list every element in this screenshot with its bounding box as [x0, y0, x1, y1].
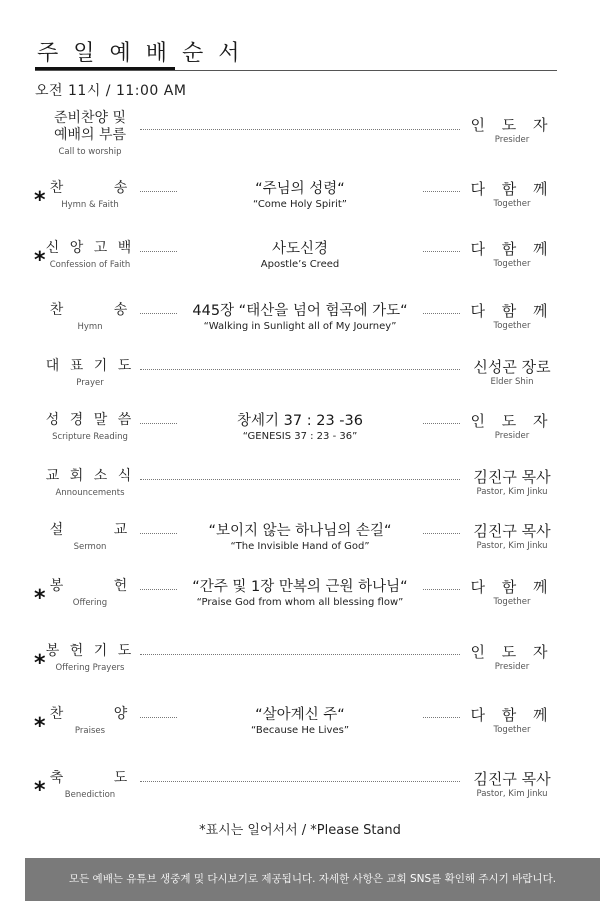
leader-role: Together	[493, 259, 531, 269]
order-item-detail	[185, 412, 415, 443]
stand-marker: *	[34, 778, 46, 803]
detail-title: “주님의 성령“	[255, 181, 345, 197]
order-row	[0, 643, 600, 703]
dotted-leader	[140, 191, 177, 192]
dotted-leader	[140, 533, 177, 534]
leader-name: 다 함 께	[470, 240, 554, 258]
order-item-title: 봉 헌 기 도	[45, 643, 135, 659]
footer-notice-bar	[25, 858, 600, 901]
dotted-leader	[140, 423, 177, 424]
page-title: 주 일 예 배 순 서	[37, 41, 244, 66]
order-item-title: 찬 양	[49, 706, 131, 722]
detail-title: 사도신경	[271, 241, 329, 257]
order-row	[0, 522, 600, 582]
order-item-detail	[185, 302, 415, 333]
footer-notice-text: 모든 예배는 유튜브 생중계 및 다시보기로 제공됩니다. 자세한 사항은 교회 SNS를 확인해 주시기 바랍니다.	[68, 873, 557, 885]
dotted-leader	[140, 313, 177, 314]
order-item-detail	[185, 706, 415, 737]
dotted-leader	[423, 533, 460, 534]
order-row	[0, 706, 600, 766]
order-item-leader	[466, 302, 558, 332]
order-item-label	[40, 358, 140, 389]
leader-role: Pastor, Kim Jinku	[476, 487, 548, 497]
dotted-leader	[140, 717, 177, 718]
order-item-subtitle: Offering	[72, 598, 108, 608]
detail-subtitle: “GENESIS 37 : 23 - 36”	[242, 431, 358, 442]
leader-role: Presider	[494, 431, 530, 441]
order-item-subtitle: Sermon	[73, 542, 107, 552]
leader-role: Elder Shin	[490, 377, 534, 387]
title-divider	[35, 70, 557, 71]
order-row	[0, 358, 600, 418]
order-item-detail	[185, 522, 415, 553]
dotted-leader	[140, 589, 177, 590]
detail-title: “보이지 않는 하나님의 손길“	[208, 523, 392, 539]
order-item-leader	[466, 468, 558, 498]
order-item-title: 축 도	[49, 770, 131, 786]
leader-name: 다 함 께	[470, 302, 554, 320]
detail-subtitle: Apostle’s Creed	[260, 259, 340, 270]
dotted-leader	[140, 781, 460, 782]
detail-title: “간주 및 1장 만복의 근원 하나님“	[192, 579, 408, 595]
dotted-leader	[423, 251, 460, 252]
order-item-title: 준비찬양 및 예배의 부름	[53, 110, 127, 143]
order-item-subtitle: Announcements	[55, 488, 125, 498]
service-time: 오전 11시 / 11:00 AM	[35, 83, 187, 99]
leader-name: 김진구 목사	[473, 468, 551, 486]
order-item-leader	[466, 180, 558, 210]
leader-name: 김진구 목사	[473, 522, 551, 540]
order-row	[0, 302, 600, 362]
dotted-leader	[423, 191, 460, 192]
order-item-subtitle: Confession of Faith	[49, 260, 131, 270]
order-row	[0, 578, 600, 638]
order-item-label	[40, 180, 140, 211]
order-item-title: 설 교	[49, 522, 131, 538]
leader-name: 다 함 께	[470, 578, 554, 596]
order-item-subtitle: Hymn & Faith	[61, 200, 119, 210]
order-item-label	[40, 240, 140, 271]
order-item-title: 신 앙 고 백	[45, 240, 135, 256]
order-item-label	[40, 706, 140, 737]
order-item-leader	[466, 706, 558, 736]
leader-name: 인 도 자	[470, 116, 554, 134]
detail-title: 창세기 37 : 23 -36	[237, 413, 363, 429]
leader-role: Pastor, Kim Jinku	[476, 541, 548, 551]
order-item-subtitle: Benediction	[64, 790, 116, 800]
leader-role: Presider	[494, 135, 530, 145]
order-item-subtitle: Call to worship	[58, 147, 122, 157]
stand-marker: *	[34, 188, 46, 213]
order-item-subtitle: Praises	[74, 726, 106, 736]
order-item-label	[40, 578, 140, 609]
order-row	[0, 180, 600, 240]
order-item-detail	[185, 578, 415, 609]
order-row	[0, 468, 600, 528]
detail-subtitle: “The Invisible Hand of God”	[230, 541, 370, 552]
order-item-title: 대 표 기 도	[45, 358, 135, 374]
order-item-title: 봉 헌	[49, 578, 131, 594]
order-row	[0, 110, 600, 170]
order-item-subtitle: Prayer	[76, 378, 104, 388]
detail-subtitle: “Praise God from whom all blessing flow”	[196, 597, 404, 608]
leader-role: Together	[493, 321, 531, 331]
dotted-leader	[423, 717, 460, 718]
leader-name: 신성곤 장로	[473, 358, 551, 376]
dotted-leader	[423, 313, 460, 314]
order-item-detail	[185, 180, 415, 211]
order-item-leader	[466, 770, 558, 800]
detail-subtitle: “Because He Lives”	[250, 725, 350, 736]
dotted-leader	[423, 423, 460, 424]
order-item-leader	[466, 116, 558, 146]
detail-title: 445장 “태산을 넘어 험곡에 가도“	[192, 303, 408, 319]
order-item-label	[40, 522, 140, 553]
leader-name: 인 도 자	[470, 643, 554, 661]
order-row	[0, 412, 600, 472]
order-item-subtitle: Offering Prayers	[55, 663, 125, 673]
leader-role: Pastor, Kim Jinku	[476, 789, 548, 799]
dotted-leader	[140, 654, 460, 655]
stand-marker: *	[34, 651, 46, 676]
leader-role: Presider	[494, 662, 530, 672]
dotted-leader	[140, 129, 460, 130]
leader-name: 다 함 께	[470, 180, 554, 198]
order-row	[0, 240, 600, 300]
leader-role: Together	[493, 597, 531, 607]
leader-name: 김진구 목사	[473, 770, 551, 788]
order-item-title: 교 회 소 식	[45, 468, 135, 484]
order-item-label	[40, 302, 140, 333]
order-item-leader	[466, 412, 558, 442]
detail-title: “살아계신 주“	[255, 707, 345, 723]
order-item-label	[40, 110, 140, 158]
leader-name: 인 도 자	[470, 412, 554, 430]
order-item-detail	[185, 240, 415, 271]
leader-role: Together	[493, 725, 531, 735]
dotted-leader	[423, 589, 460, 590]
dotted-leader	[140, 369, 460, 370]
stand-note: *표시는 일어서서 / *Please Stand	[199, 823, 401, 838]
order-item-leader	[466, 240, 558, 270]
dotted-leader	[140, 251, 177, 252]
stand-marker: *	[34, 248, 46, 273]
order-item-label	[40, 412, 140, 443]
order-item-title: 성 경 말 씀	[45, 412, 135, 428]
leader-role: Together	[493, 199, 531, 209]
order-item-title: 찬 송	[49, 302, 131, 318]
order-item-subtitle: Scripture Reading	[52, 432, 128, 442]
order-item-title: 찬 송	[49, 180, 131, 196]
stand-marker: *	[34, 586, 46, 611]
leader-name: 다 함 께	[470, 706, 554, 724]
order-item-label	[40, 770, 140, 801]
order-item-label	[40, 643, 140, 674]
order-item-label	[40, 468, 140, 499]
order-item-leader	[466, 522, 558, 552]
detail-subtitle: “Come Holy Spirit”	[253, 199, 347, 210]
stand-marker: *	[34, 714, 46, 739]
order-item-leader	[466, 578, 558, 608]
order-item-leader	[466, 643, 558, 673]
dotted-leader	[140, 479, 460, 480]
detail-subtitle: “Walking in Sunlight all of My Journey”	[203, 321, 397, 332]
order-item-leader	[466, 358, 558, 388]
order-item-subtitle: Hymn	[77, 322, 103, 332]
